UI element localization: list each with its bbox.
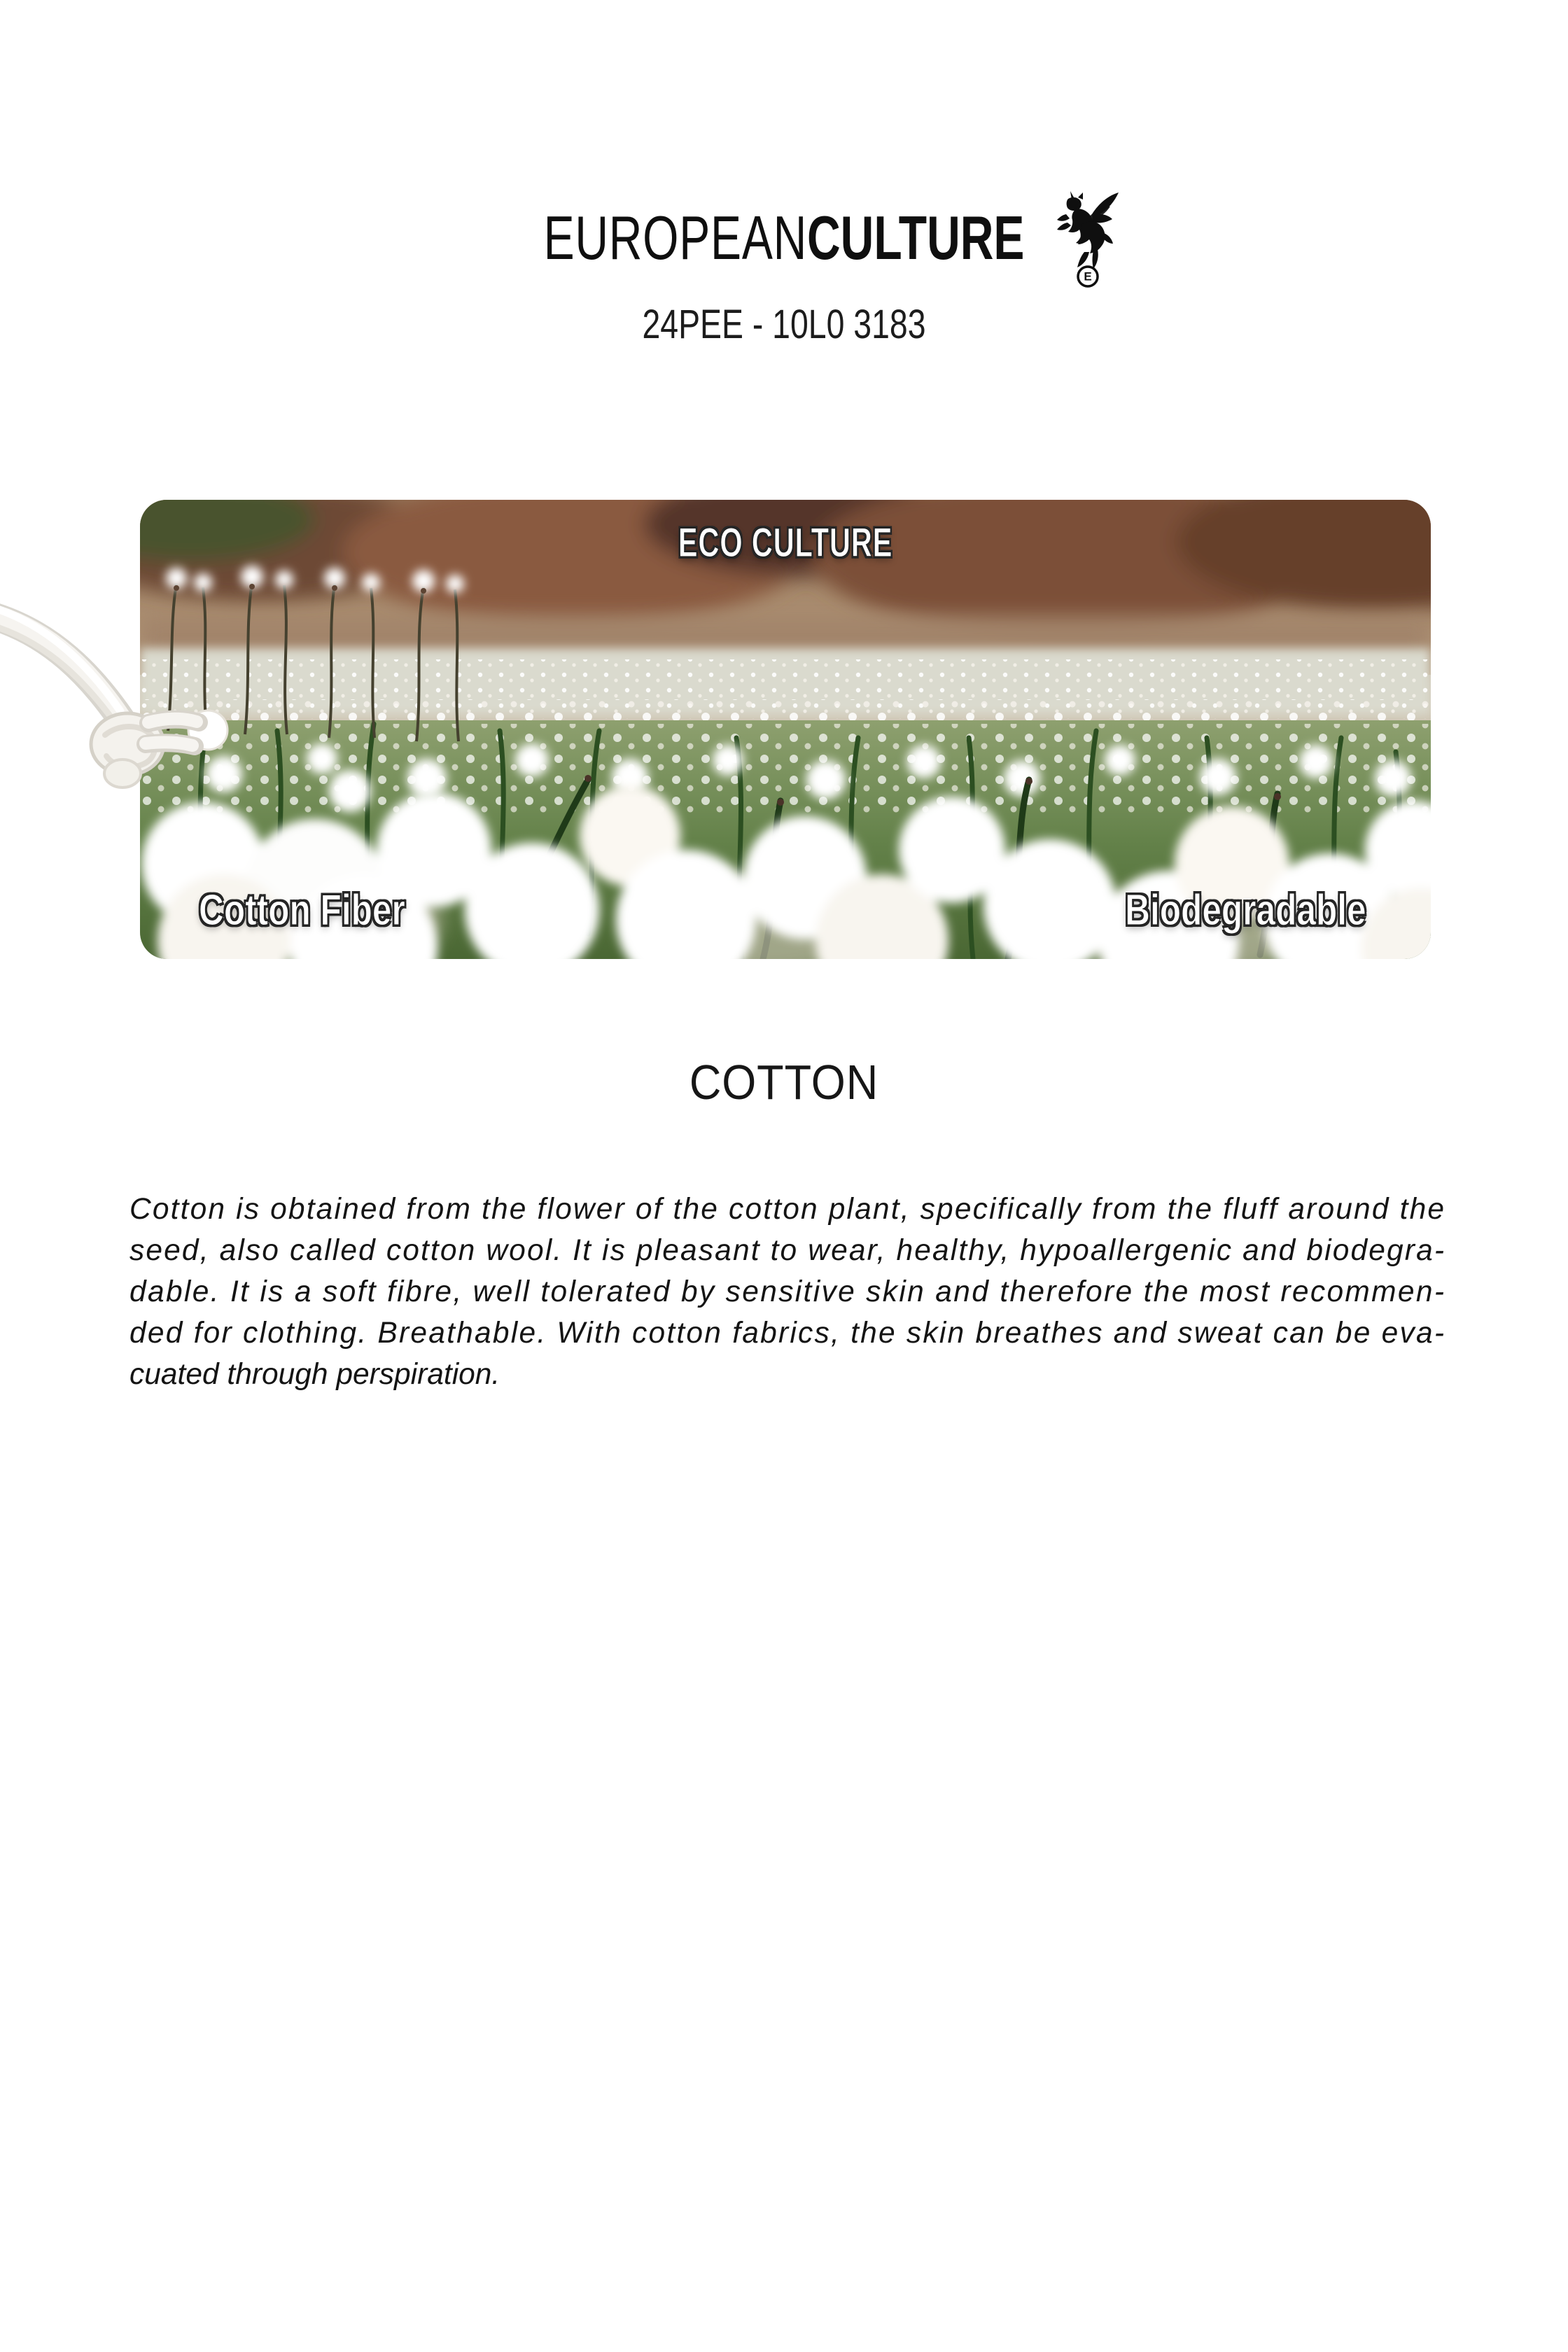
banner-label-biodegradable: Biodegradable: [1125, 886, 1366, 934]
description-paragraph: [130, 1190, 1444, 1400]
banner-label-cotton-fiber: Cotton Fiber: [199, 886, 405, 934]
paragraph-line: Cotton is obtained from the flower of the cotton plant, specifically from the fluff around the: [130, 1193, 1444, 1226]
brand-name-bold: CULTURE: [807, 203, 1025, 272]
paragraph-line: ded for clothing. Breathable. With cotton fabrics, the skin breathes and sweat can be eva-: [130, 1317, 1444, 1350]
banner-label-eco-culture: ECO CULTURE: [678, 520, 893, 566]
brand-monogram-letter: E: [1084, 270, 1092, 284]
section-title: COTTON: [689, 1055, 879, 1110]
paragraph-line: seed, also called cotton wool. It is pleasant to wear, healthy, hypoallergenic and biodegra-: [130, 1234, 1444, 1267]
product-code: 24PEE - 10L0 3183: [642, 302, 926, 347]
brand-monogram-icon: [1078, 267, 1098, 286]
unicorn-logo-icon: [1053, 190, 1120, 288]
brand-logo: [543, 203, 1025, 272]
string-knot: [91, 713, 199, 788]
hang-string: [0, 574, 336, 805]
paragraph-line: cuated through perspiration.: [130, 1358, 500, 1391]
paragraph-line: dable. It is a soft fibre, well tolerated by sensitive skin and therefore the most recommen-: [130, 1275, 1444, 1308]
brand-name-light: EUROPEAN: [543, 203, 808, 272]
